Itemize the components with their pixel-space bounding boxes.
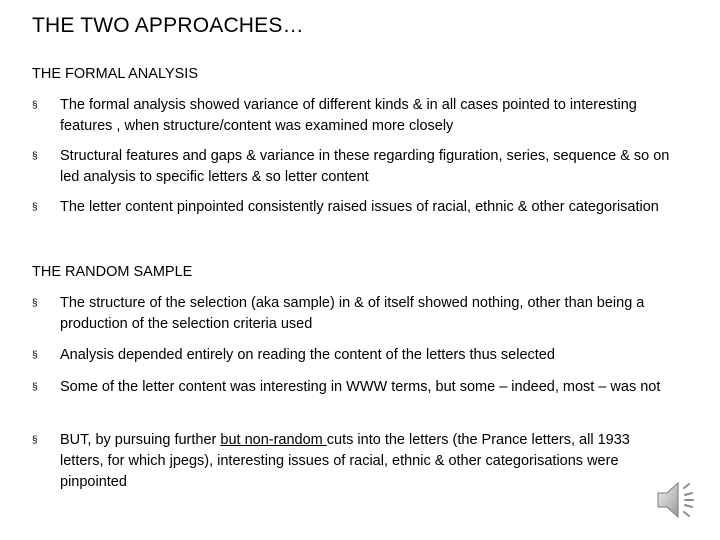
bullet-marker: §	[32, 202, 38, 213]
bullet-item	[32, 377, 672, 398]
bullet-text-before: BUT, by pursuing further	[60, 432, 221, 448]
bullet-marker: §	[32, 151, 38, 162]
bullet-item	[32, 146, 672, 188]
bullet-text: Some of the letter content was interesting in WWW terms, but some – indeed, most – was not	[60, 379, 661, 395]
section-heading-formal-analysis: THE FORMAL ANALYSIS	[32, 66, 198, 82]
bullet-marker: §	[32, 298, 38, 309]
bullet-text: Structural features and gaps & variance in these regarding figuration, series, sequence & so on led analysis to specific letters & so letter content	[60, 148, 670, 185]
bullet-text: The formal analysis showed variance of different kinds & in all cases pointed to interesting features , when structure/content was examined more closely	[60, 97, 637, 134]
bullet-text: Analysis depended entirely on reading the content of the letters thus selected	[60, 347, 555, 363]
bullet-text: The letter content pinpointed consistently raised issues of racial, ethnic & other categorisation	[60, 199, 659, 215]
bullet-item	[32, 345, 672, 366]
bullet-text: The structure of the selection (aka sample) in & of itself showed nothing, other than being a production of the selection criteria used	[60, 295, 645, 332]
speaker-icon[interactable]	[652, 474, 704, 526]
slide-title: THE TWO APPROACHES…	[32, 14, 304, 37]
bullet-item	[32, 197, 672, 218]
bullet-marker: §	[32, 350, 38, 361]
bullet-text	[60, 430, 672, 493]
section-heading-random-sample: THE RANDOM SAMPLE	[32, 264, 193, 280]
bullet-item	[32, 293, 672, 335]
bullet-item	[32, 430, 672, 493]
bullet-item	[32, 95, 672, 137]
bullet-marker: §	[32, 435, 38, 446]
bullet-text-after: cuts into the letters (the Prance letters, all 1933 letters, for which jpegs), interesting issues of racial, ethnic & other categorisations were pinpointed	[60, 432, 630, 490]
bullet-marker: §	[32, 382, 38, 393]
bullet-text-underlined: but non-random	[220, 432, 327, 448]
bullet-marker: §	[32, 100, 38, 111]
